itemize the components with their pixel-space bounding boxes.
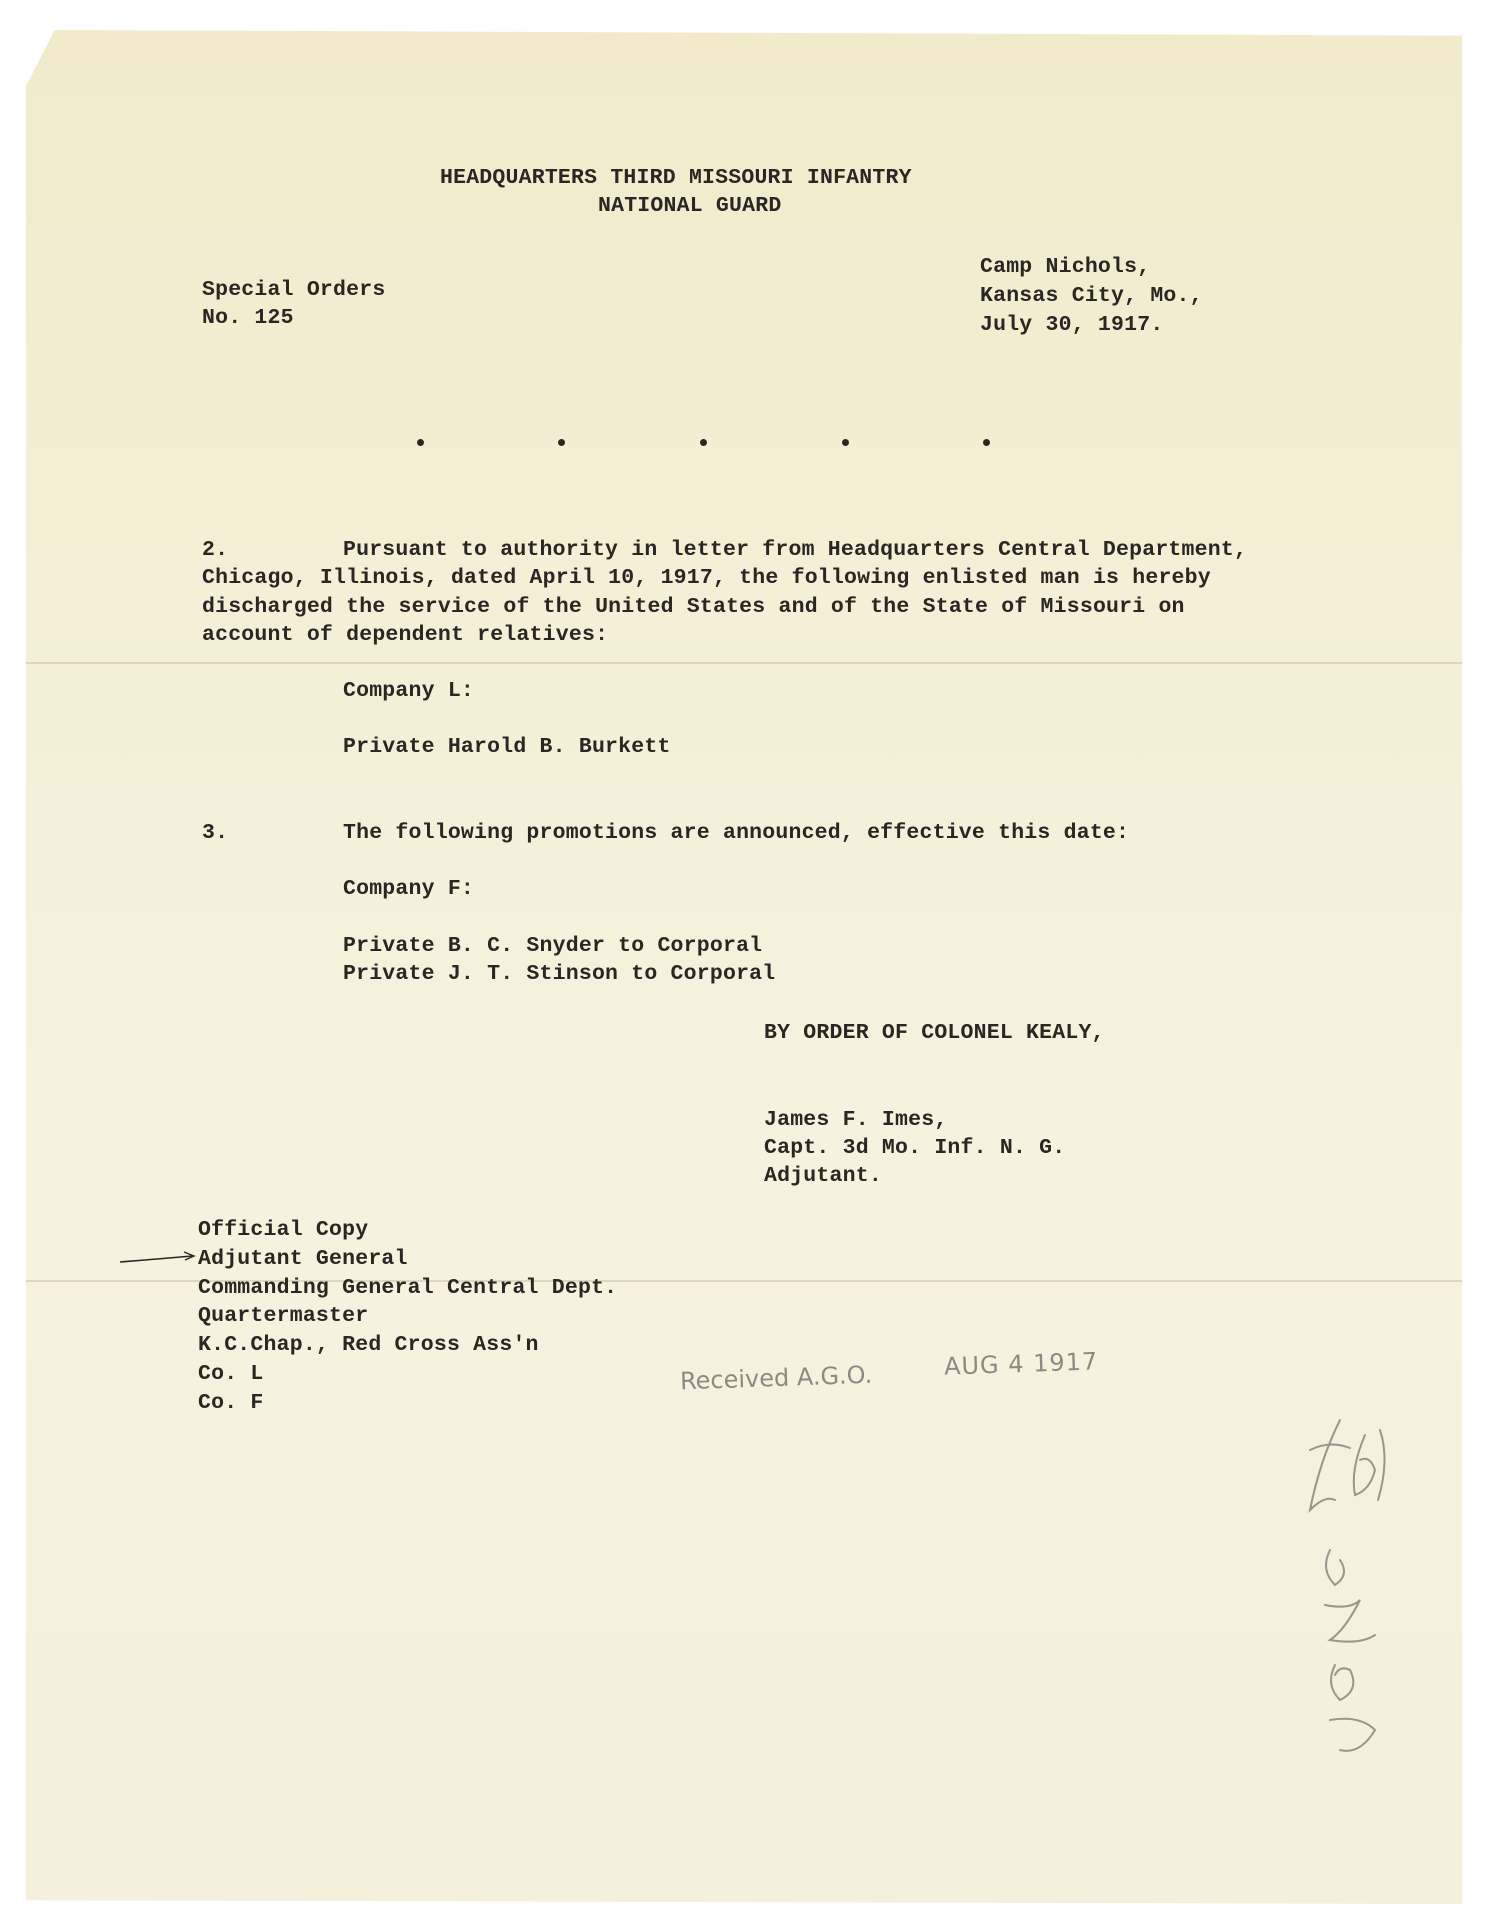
paragraph-3-text: The following promotions are announced, effective this date: [343,821,1130,845]
promotion-item: Private B. C. Snyder to Corporal [343,934,763,958]
paragraph-2-number: 2. [202,538,229,562]
location-city: Kansas City, Mo., [980,284,1203,308]
paragraph-2-line-3: discharged the service of the United States and of the State of Missouri on [202,595,1185,619]
separator-dot [700,439,707,446]
by-order-line: BY ORDER OF COLONEL KEALY, [764,1021,1105,1045]
paragraph-2-line-4: account of dependent relatives: [202,623,609,647]
fold-line-upper [26,662,1462,664]
received-stamp: Received A.G.O. [679,1360,873,1396]
special-orders-label: Special Orders [202,278,386,302]
received-stamp-date: AUG 4 1917 [943,1347,1099,1381]
signer-rank: Capt. 3d Mo. Inf. N. G. [764,1136,1066,1160]
distribution-item: Commanding General Central Dept. [198,1276,618,1300]
header-line-1: HEADQUARTERS THIRD MISSOURI INFANTRY [440,166,912,190]
paragraph-2-person: Private Harold B. Burkett [343,735,671,759]
paragraph-3-number: 3. [202,821,229,845]
distribution-item: Co. F [198,1391,264,1415]
location-date: July 30, 1917. [980,313,1164,337]
separator-dot [417,439,424,446]
distribution-item: Quartermaster [198,1304,369,1328]
paragraph-2-company: Company L: [343,679,475,703]
distribution-item: Adjutant General [198,1247,408,1271]
separator-dot [983,439,990,446]
separator-dot [558,439,565,446]
distribution-item: Co. L [198,1362,264,1386]
pencil-annotation-icon [1280,1400,1430,1780]
paragraph-2-line-2: Chicago, Illinois, dated April 10, 1917, the following enlisted man is hereby [202,566,1211,590]
signer-name: James F. Imes, [764,1108,948,1132]
paragraph-2-line-1: Pursuant to authority in letter from Headquarters Central Department, [343,538,1248,562]
separator-dot [842,439,849,446]
distribution-item: K.C.Chap., Red Cross Ass'n [198,1333,539,1357]
location-camp: Camp Nichols, [980,255,1151,279]
header-line-2: NATIONAL GUARD [598,194,782,218]
special-orders-number: No. 125 [202,306,294,330]
handwritten-arrow-icon [118,1250,200,1268]
paragraph-3-company: Company F: [343,877,475,901]
signer-title: Adjutant. [764,1164,882,1188]
promotion-item: Private J. T. Stinson to Corporal [343,962,776,986]
distribution-heading: Official Copy [198,1218,369,1242]
